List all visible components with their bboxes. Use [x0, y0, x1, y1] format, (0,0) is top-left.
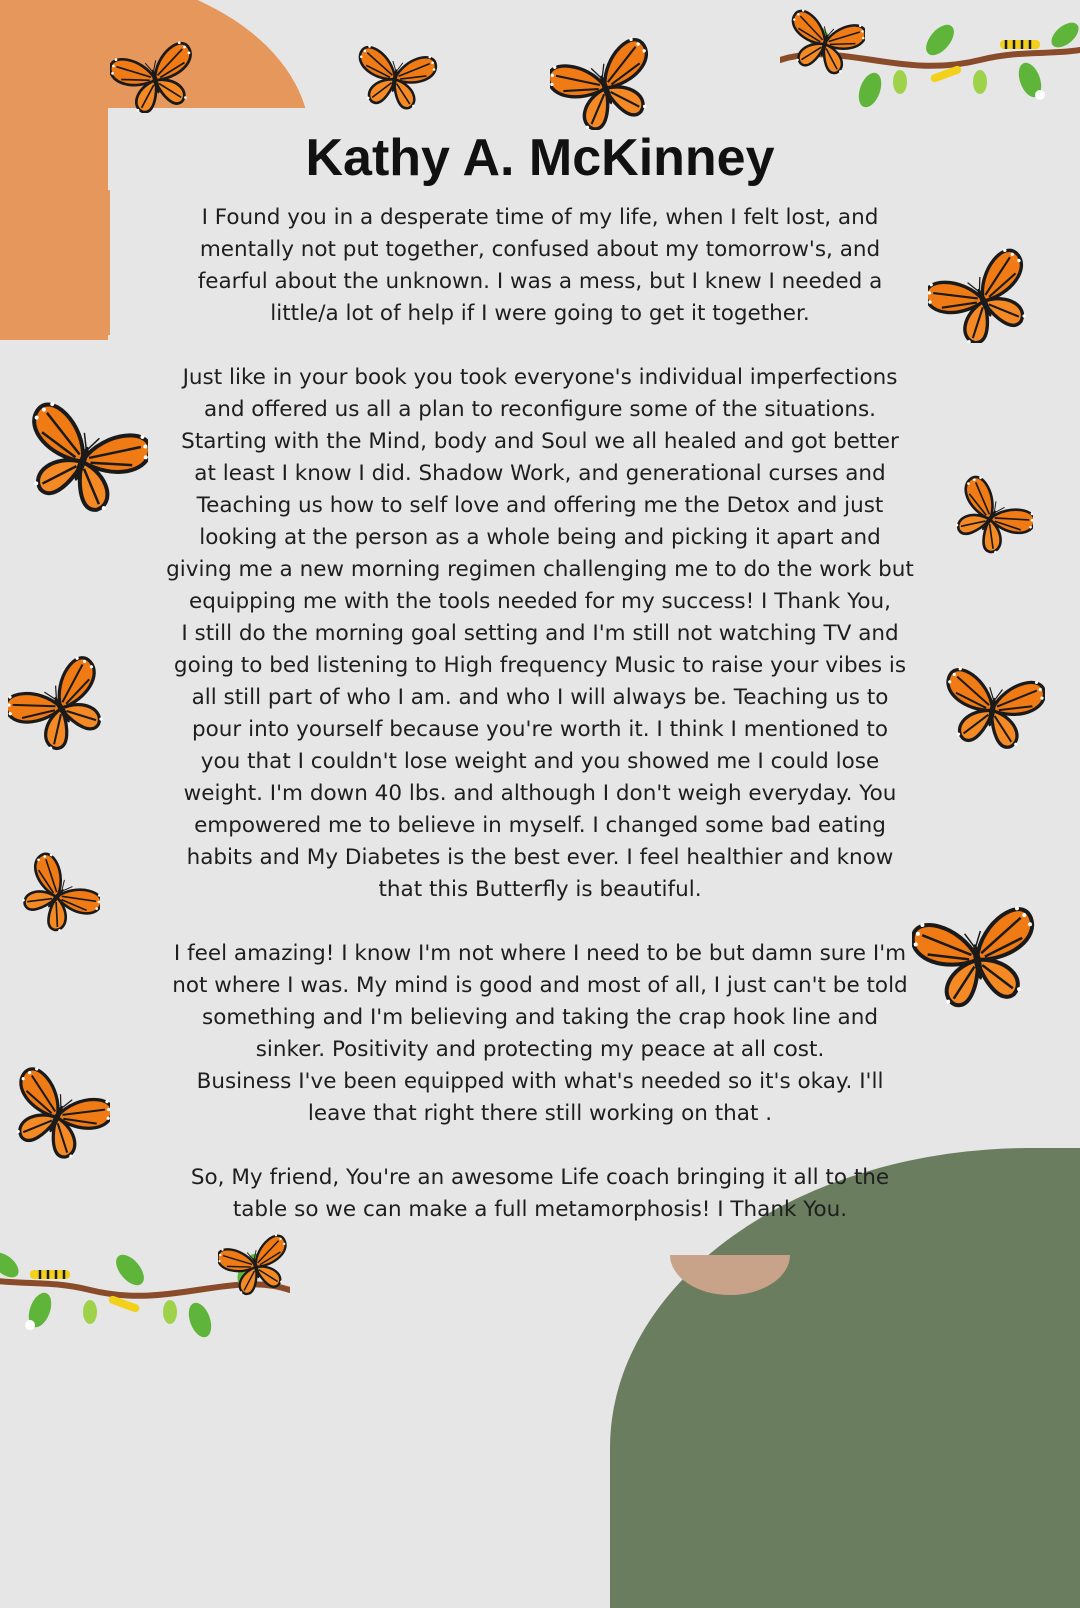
- letter-line: fearful about the unknown. I was a mess, but I knew I needed a: [197, 269, 883, 294]
- letter-paragraph: [140, 1162, 940, 1226]
- letter-line: leave that right there still working on that .: [307, 1101, 773, 1126]
- butterfly-icon: [785, 5, 865, 75]
- letter-line: and offered us all a plan to reconfigure some of the situations.: [204, 397, 876, 422]
- butterfly-icon: [18, 390, 148, 520]
- butterfly-icon: [8, 648, 113, 758]
- letter-line: you that I couldn't lose weight and you showed me I could lose: [200, 749, 880, 774]
- letter-line: mentally not put together, confused about my tomorrow's, and: [199, 237, 881, 262]
- letter-line: I Found you in a desperate time of my life, when I felt lost, and: [201, 205, 879, 230]
- letter-line: something and I'm believing and taking the crap hook line and: [202, 1005, 878, 1030]
- letter-line: I still do the morning goal setting and I'm still not watching TV and: [181, 621, 899, 646]
- butterfly-icon: [350, 40, 440, 110]
- butterfly-icon: [5, 1062, 110, 1162]
- butterfly-icon: [15, 848, 100, 938]
- butterfly-icon: [948, 470, 1033, 560]
- letter-line: that this Butterfly is beautiful.: [378, 877, 702, 902]
- letter-line: weight. I'm down 40 lbs. and although I don't weigh everyday. You: [183, 781, 897, 806]
- letter-line: Just like in your book you took everyone's individual imperfections: [182, 365, 898, 390]
- butterfly-icon: [928, 248, 1038, 343]
- letter-line: little/a lot of help if I were going to get it together.: [270, 301, 810, 326]
- orange-corner-shape: [0, 190, 110, 335]
- letter-line: at least I know I did. Shadow Work, and generational curses and: [194, 461, 886, 486]
- letter-line: I feel amazing! I know I'm not where I need to be but damn sure I'm: [173, 941, 907, 966]
- letter-line: not where I was. My mind is good and most of all, I just can't be told: [172, 973, 908, 998]
- letter-line: Starting with the Mind, body and Soul we all healed and got better: [181, 429, 899, 454]
- page-title: Kathy A. McKinney: [305, 129, 775, 187]
- butterfly-icon: [550, 35, 660, 130]
- letter-line: empowered me to believe in myself. I changed some bad eating: [194, 813, 886, 838]
- letter-paragraph: [140, 202, 940, 330]
- letter-line: giving me a new morning regimen challenging me to do the work but: [166, 557, 914, 582]
- letter-line: habits and My Diabetes is the best ever. I feel healthier and know: [186, 845, 894, 870]
- letter-line: pour into yourself because you're worth it. I think I mentioned to: [192, 717, 888, 742]
- letter-paragraph: [140, 362, 940, 906]
- letter-line: all still part of who I am. and who I will always be. Teaching us to: [191, 685, 889, 710]
- letter-paragraph: [140, 938, 940, 1130]
- letter-line: going to bed listening to High frequency Music to raise your vibes is: [173, 653, 907, 678]
- butterfly-icon: [110, 38, 200, 113]
- letter-line: table so we can make a full metamorphosis! I Thank You.: [232, 1197, 848, 1222]
- letter-line: So, My friend, You're an awesome Life coach bringing it all to the: [190, 1165, 890, 1190]
- letter-line: Business I've been equipped with what's needed so it's okay. I'll: [196, 1069, 884, 1094]
- testimonial-letter: [140, 202, 940, 1258]
- letter-line: looking at the person as a whole being and picking it apart and: [199, 525, 881, 550]
- letter-line: sinker. Positivity and protecting my peace at all cost.: [255, 1037, 825, 1062]
- letter-line: equipping me with the tools needed for my success! I Thank You,: [189, 589, 891, 614]
- butterfly-icon: [940, 650, 1045, 760]
- letter-line: Teaching us how to self love and offering me the Detox and just: [196, 493, 884, 518]
